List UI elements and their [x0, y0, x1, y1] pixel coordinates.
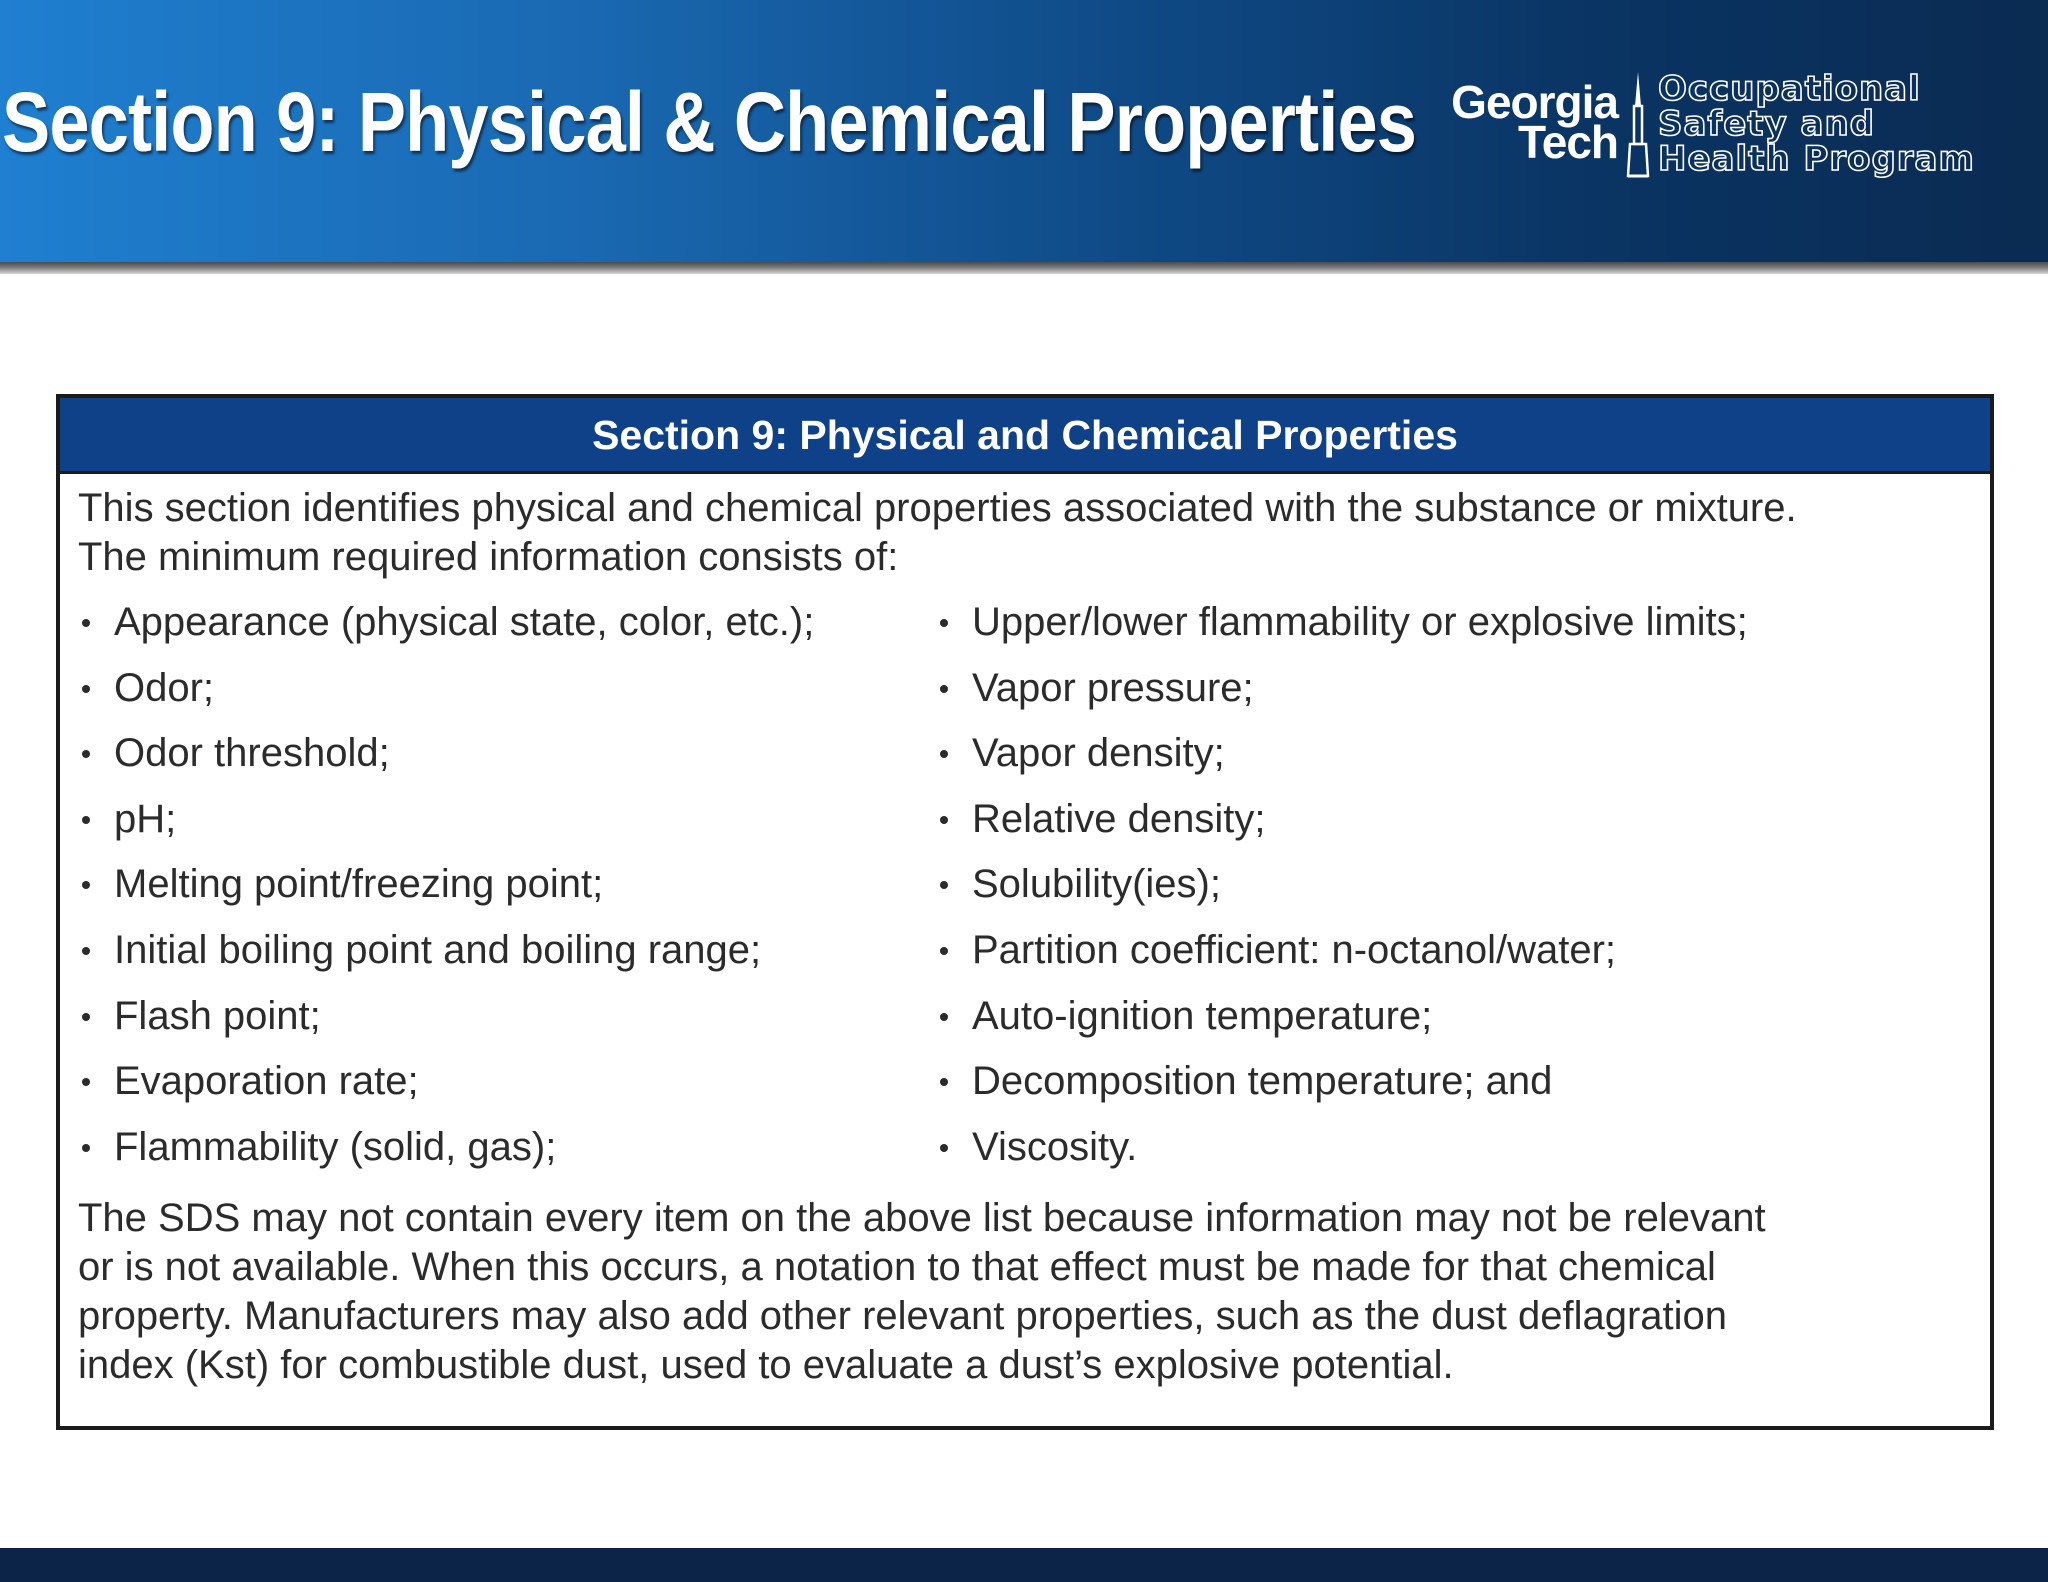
logo-line-georgia: Georgia — [1451, 76, 1618, 128]
title-banner — [0, 0, 2048, 262]
intro-line: This section identifies physical and chemical properties associated with the substance or mixture. — [78, 486, 1797, 530]
properties-box — [56, 394, 1994, 1430]
list-item: Appearance (physical state, color, etc.); — [78, 598, 936, 664]
program-line-3: Health Program — [1658, 139, 1975, 179]
program-line-2: Safety and — [1658, 104, 1876, 144]
list-item: Flash point; — [78, 992, 936, 1058]
list-item: Relative density; — [936, 795, 1748, 861]
property-list-right — [936, 598, 1748, 1188]
program-line-1: Occupational — [1658, 69, 1921, 109]
list-item: Decomposition temperature; and — [936, 1057, 1748, 1123]
closing-line: The SDS may not contain every item on the above list because information may not be relevant — [78, 1196, 1766, 1241]
logo-line-tech: Tech — [1518, 116, 1618, 168]
list-item: Evaporation rate; — [78, 1057, 936, 1123]
property-lists — [78, 598, 1970, 1188]
list-item: Flammability (solid, gas); — [78, 1123, 936, 1189]
list-item: Solubility(ies); — [936, 860, 1748, 926]
list-item: Initial boiling point and boiling range; — [78, 926, 936, 992]
closing-line: property. Manufacturers may also add other relevant properties, such as the dust deflagration — [78, 1294, 1728, 1339]
box-header: Section 9: Physical and Chemical Properties — [60, 398, 1990, 474]
list-item: Partition coefficient: n-octanol/water; — [936, 926, 1748, 992]
ohs-program-wordmark — [1658, 69, 1975, 179]
list-item: Viscosity. — [936, 1123, 1748, 1189]
list-item: Vapor pressure; — [936, 664, 1748, 730]
georgia-tech-wordmark — [1410, 76, 1618, 168]
list-item: Odor; — [78, 664, 936, 730]
list-item: pH; — [78, 795, 936, 861]
list-item: Melting point/freezing point; — [78, 860, 936, 926]
banner-divider — [0, 262, 2048, 274]
list-item: Auto-ignition temperature; — [936, 992, 1748, 1058]
closing-line: index (Kst) for combustible dust, used to evaluate a dust’s explosive potential. — [78, 1343, 1454, 1388]
intro-text — [78, 484, 1970, 582]
tech-tower-spire-icon — [1624, 72, 1652, 178]
property-list-left — [78, 598, 936, 1188]
intro-line: The minimum required information consists of: — [78, 535, 899, 579]
box-body — [60, 474, 1990, 1390]
closing-text — [78, 1194, 1970, 1390]
list-item: Upper/lower flammability or explosive limits; — [936, 598, 1748, 664]
list-item: Odor threshold; — [78, 729, 936, 795]
footer-bar — [0, 1548, 2048, 1582]
closing-line: or is not available. When this occurs, a notation to that effect must be made for that chemical — [78, 1245, 1716, 1290]
list-item: Vapor density; — [936, 729, 1748, 795]
slide-title: Section 9: Physical & Chemical Properties — [2, 75, 1417, 169]
